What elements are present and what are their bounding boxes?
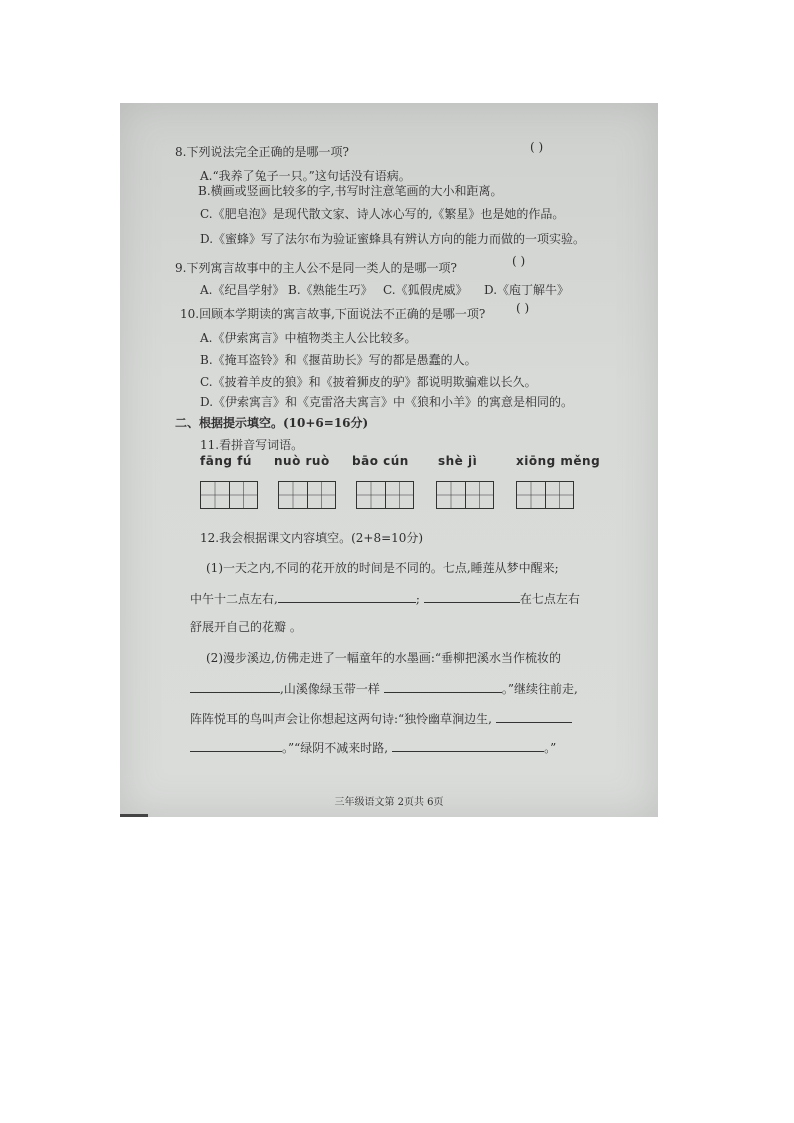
- q12-p2-line2-text-b: 。”继续往前走,: [501, 682, 578, 696]
- q8-option-d: D.《蜜蜂》写了法尔布为验证蜜蜂具有辨认方向的能力而做的一项实验。: [200, 232, 586, 246]
- q8-option-c: C.《肥皂泡》是现代散文家、诗人冰心写的,《繁星》也是她的作品。: [200, 207, 565, 221]
- q12-p1-line2-text-c: 在七点左右: [519, 592, 580, 606]
- q12-p1-line2-text-b: ;: [415, 592, 420, 606]
- pinyin-1: fāng fú: [200, 454, 252, 468]
- pinyin-2: nuò ruò: [274, 454, 330, 468]
- q10-option-d: D.《伊索寓言》和《克雷洛夫寓言》中《狼和小羊》的寓意是相同的。: [200, 395, 574, 409]
- q9-option-a: A.《纪昌学射》: [200, 283, 285, 297]
- blank-2[interactable]: [424, 591, 520, 603]
- q12-stem: 12.我会根据课文内容填空。(2+8=10分): [200, 531, 424, 545]
- q12-p1-line2: [190, 591, 580, 606]
- writing-grid-2[interactable]: [278, 481, 336, 509]
- q9-option-c: C.《狐假虎威》: [383, 283, 468, 297]
- q9-option-b: B.《熟能生巧》: [288, 283, 373, 297]
- blank-7[interactable]: [392, 740, 544, 752]
- q10-option-a: A.《伊索寓言》中植物类主人公比较多。: [200, 331, 417, 345]
- q12-p2-line1: (2)漫步溪边,仿佛走进了一幅童年的水墨画:“垂柳把溪水当作梳妆的: [206, 651, 561, 665]
- writing-grid-5[interactable]: [516, 481, 574, 509]
- blank-4[interactable]: [384, 681, 502, 693]
- q12-p1-line2-text-a: 中午十二点左右,: [190, 592, 278, 606]
- blank-3[interactable]: [190, 681, 280, 693]
- q10-stem: 10.回顾本学期读的寓言故事,下面说法不正确的是哪一项?: [180, 307, 486, 321]
- q12-p2-line4-text-b: 。”: [544, 741, 557, 755]
- pinyin-5: xiōng měng: [516, 454, 601, 468]
- writing-grid-3[interactable]: [356, 481, 414, 509]
- q10-answer-paren[interactable]: ( ): [516, 301, 530, 315]
- blank-1[interactable]: [278, 591, 416, 603]
- pinyin-row: [200, 454, 620, 474]
- exam-page: [120, 103, 658, 817]
- q12-p2-line3: [190, 711, 572, 726]
- pinyin-3: bāo cún: [352, 454, 409, 468]
- q10-option-c: C.《披着羊皮的狼》和《披着狮皮的驴》都说明欺骗难以长久。: [200, 375, 537, 389]
- q12-p1-line3: 舒展开自己的花瓣 。: [190, 620, 302, 634]
- writing-grid-1[interactable]: [200, 481, 258, 509]
- q9-stem: 9.下列寓言故事中的主人公不是同一类人的是哪一项?: [175, 261, 457, 275]
- q12-p2-line2-text-a: ,山溪像绿玉带一样: [280, 682, 380, 696]
- q12-p2-line4-text-a: 。”“绿阴不减来时路,: [282, 741, 389, 755]
- q12-p1-line1: (1)一天之内,不同的花开放的时间是不同的。七点,睡莲从梦中醒来;: [206, 561, 559, 575]
- blank-5[interactable]: [496, 711, 572, 723]
- q8-option-b: B.横画或竖画比较多的字,书写时注意笔画的大小和距离。: [198, 184, 503, 198]
- q10-option-b: B.《掩耳盗铃》和《揠苗助长》写的都是愚蠢的人。: [200, 353, 477, 367]
- q8-answer-paren[interactable]: ( ): [530, 140, 544, 154]
- section-2-title: 二、根据提示填空。(10+6=16分): [175, 416, 369, 430]
- q12-p2-line3-text: 阵阵悦耳的鸟叫声会让你想起这两句诗:“独怜幽草涧边生,: [190, 712, 492, 726]
- q12-p2-line4: [190, 740, 556, 755]
- pinyin-4: shè jì: [438, 454, 478, 468]
- q12-p2-line2: [190, 681, 578, 696]
- q9-option-d: D.《庖丁解牛》: [484, 283, 570, 297]
- q9-answer-paren[interactable]: ( ): [512, 254, 526, 268]
- blank-6[interactable]: [190, 740, 282, 752]
- writing-grid-4[interactable]: [436, 481, 494, 509]
- q11-stem: 11.看拼音写词语。: [200, 438, 304, 452]
- scan-edge-mark: [120, 814, 148, 817]
- page-footer: 三年级语文第 2页共 6页: [334, 797, 444, 808]
- q8-stem: 8.下列说法完全正确的是哪一项?: [175, 145, 349, 159]
- q8-option-a: A.“我养了兔子一只。”这句话没有语病。: [200, 169, 411, 183]
